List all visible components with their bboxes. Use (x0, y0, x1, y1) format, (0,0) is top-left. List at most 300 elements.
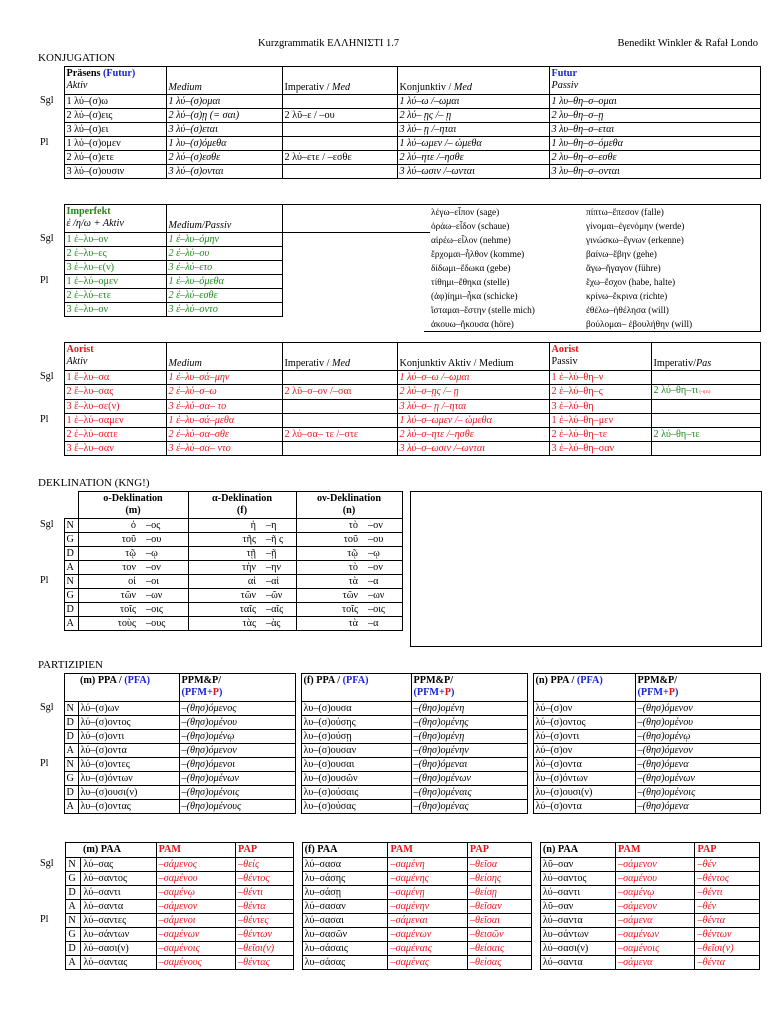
deklination-cell: –οις (140, 603, 188, 617)
aorist-cell: 1 ἐ–λύ–σαμεν (64, 414, 166, 428)
deklination-row (38, 603, 402, 617)
imperfekt-table (38, 204, 430, 317)
m-pap-label: PAP (238, 844, 258, 855)
partizip-paa-row (38, 886, 760, 900)
partizip-cell: –(θησ)όμενον (635, 702, 760, 716)
praesens-cell (282, 137, 397, 151)
partizip-cell: λυ–(σ)ουσαν (301, 744, 411, 758)
spacer-cell (294, 886, 303, 900)
praesens-title: Präsens (66, 68, 101, 79)
praesens-cell (282, 165, 397, 179)
deklination-cell: –η (260, 519, 296, 533)
aorist-row (38, 385, 760, 400)
partizip-cell: –(θησ)όμεναι (411, 758, 527, 772)
spacer-cell (532, 956, 541, 970)
praesens-cell: 1 λύ–(σ)ομεν (64, 137, 166, 151)
partizip-cell: –(θησ)όμενος (179, 702, 295, 716)
imperfekt-aktiv-cell: 3 ἐ–λυ–ον (64, 303, 166, 317)
f-pap-label: PAP (469, 844, 489, 855)
deklination-cell: –ὰς (260, 617, 296, 631)
deklination-cell: –α (362, 575, 402, 589)
case-label: A (64, 561, 78, 575)
stem-pair: κρίνω–ἔκρινα (richte) (586, 292, 668, 302)
deklination-cell: –ον (140, 561, 188, 575)
praesens-cell: 3 λύ–(σ)ουσιν (64, 165, 166, 179)
imperfekt-row (38, 289, 430, 303)
partizip-cell: –θεῖσα (467, 858, 531, 872)
case-label: D (64, 716, 78, 730)
spacer-cell (282, 303, 430, 317)
aorist-cell: 3 λύ–σ–ωσιν /–ωνται (397, 442, 549, 456)
praesens-cell: 3 λύ–(σ)εται (166, 123, 282, 137)
stem-list-right (586, 206, 758, 332)
partizip-cell: –θέντες (236, 914, 294, 928)
partizip-cell: –(θησ)ομένου (179, 716, 295, 730)
partizip-cell: λυ–(σ)ουσῶν (301, 772, 411, 786)
praesens-cell: 3 λύ–(σ)ει (64, 123, 166, 137)
aorist-imp-pas-label-b: Pas (695, 358, 712, 369)
praesens-cell: 2 λῦ–ε / –ου (282, 109, 397, 123)
number-label-sg: Sgl (40, 232, 54, 244)
praesens-cell: 1 λύ–ωμεν /– ώμεθα (397, 137, 549, 151)
n-pam-label: PAM (618, 844, 641, 855)
aorist-cell: 1 ἐ–λυ–σά–μην (166, 371, 282, 385)
partizip-cell: –(θησ)ομένοις (635, 786, 760, 800)
aorist-cell: 2 ἐ–λύ–σατε (64, 428, 166, 442)
m-ppa-label: (m) PPA / (80, 675, 125, 686)
partizip-cell: λυ–σασῶν (302, 928, 388, 942)
partizip-cell: λύ–σαντα (540, 956, 615, 970)
praesens-cell: 2 λυ–θη–σ–εσθε (549, 151, 760, 165)
m-pfm-p: P (212, 687, 219, 698)
passiv-label: Passiv (551, 80, 579, 91)
partizip-cell: λυ–σάσας (302, 956, 388, 970)
number-label-sg: Sgl (40, 94, 54, 106)
aorist-cell: 3 ἐ–λύ–θη–σαν (549, 442, 651, 456)
aorist-cell: 2 ἐ–λύ–σα–σθε (166, 428, 282, 442)
number-label-pl: Pl (40, 136, 49, 148)
aorist-cell: 3 ἐ–λύ–σα– το (166, 400, 282, 414)
partizipien-ppa-header-row (38, 674, 760, 702)
konjunktiv-med-label: Med (453, 82, 472, 93)
partizip-cell: –σαμένην (388, 900, 467, 914)
deklination-row (38, 547, 402, 561)
deklination-cell: –οις (362, 603, 402, 617)
partizip-cell: –θέντι (695, 886, 760, 900)
aorist-row (38, 371, 760, 385)
partizip-cell: –σάμενοι (156, 914, 235, 928)
imperfekt-mp-cell: 2 ἐ–λύ–εσθε (166, 289, 282, 303)
f-pfm-label: (PFM+ (413, 687, 445, 698)
spacer-cell (532, 914, 541, 928)
deklination-cell: τῷ (78, 547, 140, 561)
f-pam-label: PAM (390, 844, 413, 855)
imperfekt-mp-cell: 3 ἐ–λύ–ετο (166, 261, 282, 275)
deklination-cell: ἡ (188, 519, 260, 533)
praesens-row (38, 95, 760, 109)
partizip-ppa-row (38, 702, 760, 716)
deklination-row (38, 519, 402, 533)
partizip-cell: λυ–(σ)ουσαι (301, 758, 411, 772)
partizip-cell: λύ–σασαι (302, 914, 388, 928)
f-ppa-label: (f) PPA / (303, 675, 343, 686)
aorist-cell: 2 ἐ–λύ–σ–ω (166, 385, 282, 400)
deklination-row (38, 589, 402, 603)
partizip-cell: λύ–(σ)ων (78, 702, 179, 716)
imperfekt-title: Imperfekt (66, 206, 111, 217)
praesens-cell: 2 λύ–(σ)εις (64, 109, 166, 123)
partizip-cell: –(θησ)ομένους (179, 800, 295, 814)
n-ppm-label: PPM&P/ (637, 675, 678, 686)
partizip-cell: λύ–(σ)οντι (533, 730, 635, 744)
case-label: G (64, 772, 78, 786)
case-label: N (64, 575, 78, 589)
partizip-cell: –θέντα (236, 900, 294, 914)
f-pfm-p: P (444, 687, 451, 698)
number-label-sg: Sgl (40, 518, 54, 530)
stem-pair: γίνομαι–ἐγενόμην (werde) (586, 222, 685, 232)
partizip-cell: –θέντων (695, 928, 760, 942)
section-deklination: DEKLINATION (KNG!) (38, 477, 150, 489)
praesens-cell (282, 123, 397, 137)
deklination-cell: –α (362, 617, 402, 631)
spacer-cell (282, 261, 430, 275)
f-paa-label: (f) PAA (304, 844, 338, 855)
number-label-sg: Sgl (40, 701, 54, 713)
imperfekt-aktiv-cell: 2 ἐ–λύ–ετε (64, 289, 166, 303)
m-pfm-label: (PFM+ (181, 687, 213, 698)
praesens-cell: 1 λύ–ω /–ωμαι (397, 95, 549, 109)
spacer-cell (532, 900, 541, 914)
deklination-cell: –ον (362, 519, 402, 533)
praesens-cell: 3 λυ–θη–σ–ονται (549, 165, 760, 179)
number-label-sg: Sgl (40, 857, 54, 869)
aorist-table (38, 342, 761, 456)
imperfekt-row (38, 247, 430, 261)
page-header (0, 38, 768, 52)
partizip-cell: –θέντος (236, 872, 294, 886)
partizip-cell: –σαμένοις (616, 942, 695, 956)
deklination-cell: –ων (362, 589, 402, 603)
partizip-cell: –θέντα (695, 956, 760, 970)
aorist-cell: 3 ἐ–λύ–σα– ντο (166, 442, 282, 456)
partizip-cell: λυ–(σ)ουσα (301, 702, 411, 716)
praesens-cell: 2 λύ–(σ)εσθε (166, 151, 282, 165)
aorist-cell (282, 414, 397, 428)
partizip-cell: –σαμένας (388, 956, 467, 970)
partizip-cell: λύ–(σ)ον (533, 702, 635, 716)
spacer-cell (282, 275, 430, 289)
partizip-paa-row (38, 928, 760, 942)
partizip-cell: –σάμενα (616, 914, 695, 928)
deklination-cell: τοὺς (78, 617, 140, 631)
deklination-cell: ὁ (78, 519, 140, 533)
section-konjugation: KONJUGATION (38, 52, 115, 64)
deklination-cell: –ων (140, 589, 188, 603)
deklination-cell: τῶν (188, 589, 260, 603)
imperativ-med-label: Med (332, 82, 351, 93)
case-label: D (64, 603, 78, 617)
partizip-cell: –σαμένης (388, 872, 467, 886)
deklination-cell: –ον (362, 561, 402, 575)
partizip-cell: –σαμένων (156, 928, 235, 942)
case-label: A (64, 617, 78, 631)
partizip-cell: λύ–σασι(ν) (81, 942, 156, 956)
imperfekt-aktiv-cell: 1 ἐ–λύ–ομεν (64, 275, 166, 289)
partizip-cell: λύ–σαντος (81, 872, 156, 886)
partizip-cell: λύ–σαντα (81, 900, 156, 914)
aorist-header-row (38, 343, 760, 371)
partizip-cell: –σάμενον (616, 900, 695, 914)
partizip-cell: –θείσαις (467, 942, 531, 956)
case-label: D (64, 786, 78, 800)
a-deklination-title: α-Deklination (211, 493, 273, 504)
case-label: N (64, 519, 78, 533)
aorist-cell: 2 λῦ–σ–ον /–σαι (282, 385, 397, 400)
aorist-row (38, 442, 760, 456)
partizip-cell: λύ–σασαν (302, 900, 388, 914)
case-label: N (66, 858, 81, 872)
aorist-imperativ-med-label: Med (332, 358, 351, 369)
deklination-cell: τὰ (296, 575, 362, 589)
deklination-cell: –ῇ (260, 547, 296, 561)
partizip-cell: λύ–(σ)οντος (78, 716, 179, 730)
stem-pair: πίπτω–ἔπεσον (falle) (586, 208, 664, 218)
spacer-cell (532, 928, 541, 942)
partizip-cell: –(θησ)ομένου (635, 716, 760, 730)
n-pap-label: PAP (697, 844, 717, 855)
partizip-cell: λυ–(σ)οντας (78, 800, 179, 814)
partizipien-paa-header-row (38, 843, 760, 858)
aorist-cell: 1 λύ–σ–ωμεν /– ώμεθα (397, 414, 549, 428)
partizip-cell: λυ–(σ)ούσῃ (301, 730, 411, 744)
stem-pair: γινώσκω–ἔγνων (erkenne) (586, 236, 684, 246)
spacer-cell (532, 872, 541, 886)
stem-pair: ἐθέλω–ἠθέλησα (will) (586, 306, 669, 316)
deklination-cell: τοῦ (78, 533, 140, 547)
deklination-cell: –ου (140, 533, 188, 547)
partizip-cell: –(θησ)ομένην (411, 744, 527, 758)
partizip-cell: –θεῖσαι (467, 914, 531, 928)
deklination-cell: τὴν (188, 561, 260, 575)
deklination-cell: τὰς (188, 617, 260, 631)
deklination-cell: τῆς (188, 533, 260, 547)
praesens-cell: 1 λυ–(σ)όμεθα (166, 137, 282, 151)
stem-pair: ὁράω–εἶδον (schaue) (431, 222, 510, 232)
partizip-cell: λύ–σαντος (540, 872, 615, 886)
praesens-cell: 2 λύ– ῃς /– ῃ (397, 109, 549, 123)
aorist-cell: 3 ἔ–λυ–σαν (64, 442, 166, 456)
futur-title: Futur (551, 68, 577, 79)
partizip-cell: –(θησ)ομένοις (179, 786, 295, 800)
spacer-cell (294, 942, 303, 956)
imperfekt-header-row (38, 205, 430, 233)
partizip-cell: –(θησ)όμενοι (179, 758, 295, 772)
aorist-cell (282, 400, 397, 414)
partizip-cell: λύ–(σ)οντι (78, 730, 179, 744)
partizip-cell: λυ–(σ)όντων (533, 772, 635, 786)
deklination-cell: οἱ (78, 575, 140, 589)
partizip-cell: –σαμένη (388, 858, 467, 872)
medium-passiv-label: Medium/Passiv (168, 220, 232, 231)
deklination-cell: –ην (260, 561, 296, 575)
aorist-cell: 1 ἐ–λυ–σά–μεθα (166, 414, 282, 428)
aorist-title: Aorist (66, 344, 94, 355)
o-deklination-gender: (m) (125, 505, 141, 516)
o-deklination-title: o-Deklination (103, 493, 163, 504)
partizip-cell: –σαμένοις (156, 942, 235, 956)
partizip-cell: λυ–σάσῃ (302, 886, 388, 900)
partizip-cell: λύ–σαντες (81, 914, 156, 928)
m-pam-label: PAM (158, 844, 182, 855)
praesens-table (38, 66, 761, 179)
document-title: Kurzgrammatik ΕΛΛΗΝΙΣΤΙ 1.7 (258, 38, 400, 49)
augment-label: ἐ /η/ω + Aktiv (66, 218, 124, 229)
f-pfm-close: ) (451, 687, 455, 698)
aorist-cell: 3 λύ–σ– ῃ /–ηται (397, 400, 549, 414)
aorist-imp-pas-label: Imperativ/ (653, 358, 696, 369)
aorist-cell: 2 λύ–σ–ῃς /– ῃ (397, 385, 549, 400)
partizip-cell: λύ–(σ)οντος (533, 716, 635, 730)
stem-pair: βαίνω–ἔβην (gehe) (586, 250, 657, 260)
praesens-cell: 1 λυ–θη–σ–όμεθα (549, 137, 760, 151)
a-deklination-gender: (f) (236, 505, 248, 516)
aorist-cell: 1 ἔ–λυ–σα (64, 371, 166, 385)
partizip-cell: –(θησ)ομένας (411, 800, 527, 814)
partizip-cell: λυ–(σ)ούσαις (301, 786, 411, 800)
deklination-cell: τοῖς (78, 603, 140, 617)
partizip-cell: λῦ–σαν (540, 900, 615, 914)
partizip-cell: –σάμεναι (388, 914, 467, 928)
partizip-cell: –σάμενον (616, 858, 695, 872)
stem-pair: αἱρέω–εἷλον (nehme) (431, 236, 511, 246)
number-label-sg: Sgl (40, 370, 54, 382)
medium-label: Medium (168, 82, 202, 93)
partizip-cell: λύ–σασα (302, 858, 388, 872)
imperfekt-row (38, 261, 430, 275)
partizip-cell: –σάμενος (156, 858, 235, 872)
partizip-cell: λύ–σαντα (540, 914, 615, 928)
praesens-cell: 2 λυ–θη–σ–ῃ (549, 109, 760, 123)
spacer-cell (294, 928, 303, 942)
partizip-cell: λύ–(σ)οντα (533, 800, 635, 814)
partizip-cell: –(θησ)ομένη (411, 702, 527, 716)
n-pfm-close: ) (675, 687, 679, 698)
partizip-paa-row (38, 914, 760, 928)
aorist-cell: 2 λύ–σα– τε /–στε (282, 428, 397, 442)
partizip-ppa-row (38, 800, 760, 814)
spacer-cell (282, 233, 430, 247)
partizip-cell: –σαμένων (388, 928, 467, 942)
partizip-cell: –θέν (695, 858, 760, 872)
spacer-cell (532, 942, 541, 956)
partizip-cell: λυ–(σ)όντων (78, 772, 179, 786)
praesens-cell: 1 λύ–(σ)ω (64, 95, 166, 109)
partizip-cell: –θέντων (236, 928, 294, 942)
partizip-cell: –θεῖσι(ν) (695, 942, 760, 956)
imperfekt-mp-cell: 1 ἐ–λυ–όμην (166, 233, 282, 247)
partizip-cell: λυ–σάντων (81, 928, 156, 942)
deklination-cell: τοῖς (296, 603, 362, 617)
praesens-cell: 1 λυ–θη–σ–ομαι (549, 95, 760, 109)
deklination-cell: τὰ (296, 617, 362, 631)
praesens-cell: 3 λύ–ωσιν /–ωνται (397, 165, 549, 179)
partizip-cell: λύ–(σ)οντες (78, 758, 179, 772)
stem-pair: ἔχω–ἔσχον (habe, halte) (586, 278, 676, 288)
partizip-cell: –(θησ)όμενα (635, 758, 760, 772)
partizip-cell: λυ–(σ)ούσης (301, 716, 411, 730)
case-label: N (64, 758, 78, 772)
praesens-row (38, 165, 760, 179)
aorist-cell (282, 442, 397, 456)
f-ppm-label: PPM&P/ (413, 675, 454, 686)
stem-pair: λέγω–εἶπον (sage) (431, 208, 500, 218)
spacer-cell (532, 886, 541, 900)
on-deklination-title: ον-Deklination (317, 493, 381, 504)
partizip-cell: λυ–(σ)ουσι(ν) (78, 786, 179, 800)
case-label: G (64, 533, 78, 547)
aorist-medium-label: Medium (168, 358, 202, 369)
partizip-cell: –θείσης (467, 872, 531, 886)
partizip-cell: λυ–σάσαις (302, 942, 388, 956)
imperfekt-row (38, 303, 430, 317)
praesens-cell: 1 λύ–(σ)ομαι (166, 95, 282, 109)
deklination-cell: ταῖς (188, 603, 260, 617)
aorist-row (38, 414, 760, 428)
partizip-cell: –(θησ)ομένης (411, 716, 527, 730)
partizip-cell: λύ–σαντας (81, 956, 156, 970)
aktiv-label: Aktiv (66, 80, 88, 91)
stem-pair: τίθημι–ἔθηκα (stelle) (431, 278, 510, 288)
deklination-row (38, 533, 402, 547)
praesens-cell (282, 95, 397, 109)
partizip-cell: λύ–(σ)οντα (533, 758, 635, 772)
deklination-table (38, 491, 403, 631)
deklination-cell: τῷ (296, 547, 362, 561)
partizip-cell: –θείσῃ (467, 886, 531, 900)
deklination-cell: –ου (362, 533, 402, 547)
futur-paren: (Futur) (103, 68, 136, 79)
imperfekt-mp-cell: 2 ἐ–λύ–ου (166, 247, 282, 261)
m-ppm-label: PPM&P/ (181, 675, 222, 686)
stem-pair: ἵσταμαι–ἔστην (stelle mich) (431, 306, 535, 316)
deklination-cell: –οι (140, 575, 188, 589)
praesens-row (38, 151, 760, 165)
spacer-cell (282, 247, 430, 261)
imperfekt-aktiv-cell: 2 ἐ–λυ–ες (64, 247, 166, 261)
aorist-cell (651, 414, 760, 428)
deklination-row (38, 575, 402, 589)
aorist-cell: 3 ἔ–λυ–σε(ν) (64, 400, 166, 414)
imperfekt-row (38, 275, 430, 289)
praesens-cell: 2 λύ–(σ)ετε (64, 151, 166, 165)
spacer-cell (282, 289, 430, 303)
deklination-cell: –αἱ (260, 575, 296, 589)
aorist-cell: 1 ἐ–λύ–θη–ν (549, 371, 651, 385)
partizip-cell: λῦ–σαν (540, 858, 615, 872)
partizip-cell: –θέντι (236, 886, 294, 900)
partizip-cell: λύ–σαντι (540, 886, 615, 900)
deklination-cell: τὸ (296, 561, 362, 575)
stem-pair: δίδωμι–ἔδωκα (gebe) (431, 264, 511, 274)
stem-pair: ἄγω–ἤγαγον (führe) (586, 264, 661, 274)
spacer-cell (532, 858, 541, 872)
m-paa-label: (m) PAA (82, 844, 121, 855)
partizip-cell: λυ–σάσης (302, 872, 388, 886)
case-label: G (64, 589, 78, 603)
deklination-cell: τὸ (296, 519, 362, 533)
case-label: A (64, 800, 78, 814)
